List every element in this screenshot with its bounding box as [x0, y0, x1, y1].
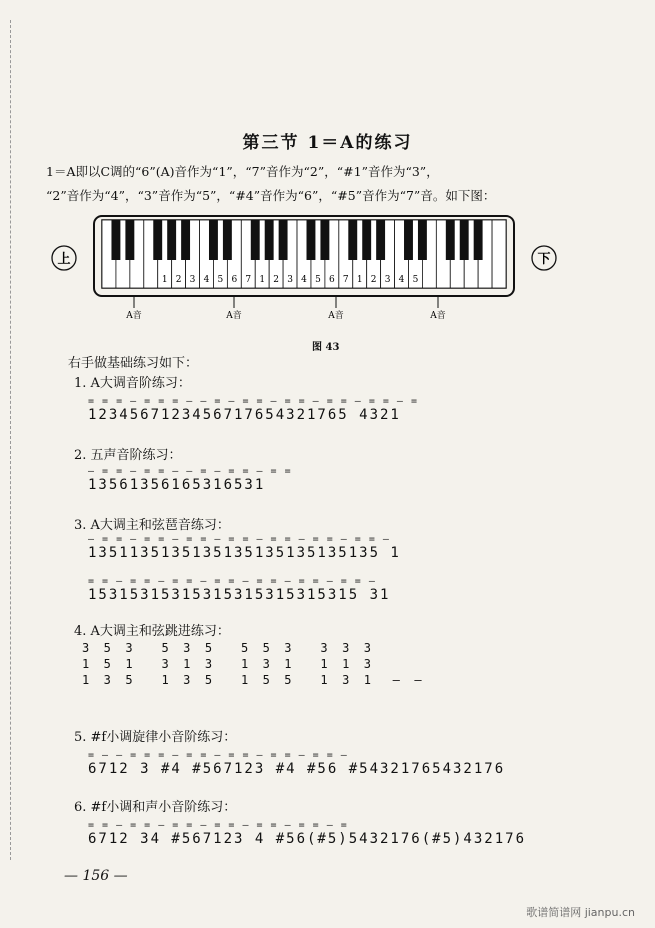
key-number: 4 — [398, 275, 405, 285]
chord-line-1: 3 5 3 5 3 5 5 5 3 3 3 3 — [82, 641, 371, 655]
section-1-score: = = = — = = = — — = — = = — = = — = = — = = — = 1234567123456717654321765 4321 — [88, 396, 418, 423]
section-title: 第三节 1＝A的练习 — [242, 133, 413, 153]
key-number: 3 — [287, 275, 293, 285]
black-key — [279, 220, 288, 260]
keyboard-diagram — [50, 212, 600, 337]
black-key — [209, 220, 218, 260]
section-6-label: 6. #f小调和声小音阶练习： — [74, 800, 237, 815]
arrow-label: A音 — [328, 311, 344, 321]
watermark: 歌谱简谱网 jianpu.cn — [526, 906, 635, 919]
section-3-score: — = = — = = — = = — = = — = = — = = — = = — 1351135135135135135135135135 1 — [88, 534, 401, 561]
black-key — [460, 220, 469, 260]
black-key — [111, 220, 120, 260]
section-4-label: 4. A大调主和弦跳进练习： — [74, 624, 230, 639]
key-number: 5 — [217, 275, 224, 285]
figure-label: 图 43 — [312, 342, 340, 353]
black-key — [474, 220, 483, 260]
section-2-score: — = = — = = — — = — = = — = = 13561356165316531 — [88, 466, 292, 493]
black-key — [265, 220, 274, 260]
black-key — [223, 220, 232, 260]
key-number: 2 — [273, 275, 280, 285]
chord-line-3: 1 3 5 1 3 5 1 5 5 1 3 1 — — — [82, 673, 422, 687]
white-key — [492, 220, 506, 288]
section-5-score: = — — = = = — = = — = = — = = — = = — 6712 3 #4 #567123 #4 #56 #54321765432176 — [88, 750, 506, 777]
section-1-label: 1. A大调音阶练习： — [74, 376, 191, 391]
black-key — [362, 220, 371, 260]
black-key — [125, 220, 134, 260]
section-5-label: 5. #f小调旋律小音阶练习： — [74, 730, 237, 745]
arrow-label: A音 — [126, 311, 142, 321]
arrow-label: A音 — [430, 311, 446, 321]
key-number: 2 — [370, 275, 377, 285]
black-key — [153, 220, 162, 260]
black-key — [404, 220, 413, 260]
key-number: 7 — [342, 275, 349, 285]
key-number: 2 — [175, 275, 182, 285]
right-label: 下 — [537, 252, 551, 267]
page-number: — 156 — — [64, 868, 128, 884]
section-2-label: 2. 五声音阶练习： — [74, 448, 182, 463]
key-number: 4 — [301, 275, 307, 285]
arrow-label: A音 — [226, 311, 242, 321]
intro-line-2: “2”音作为“4”，“3”音作为“5”，“#4”音作为“6”，“#5”音作为“7”音。如下图： — [46, 188, 496, 203]
black-key — [376, 220, 385, 260]
section-6-score: = = — = = — = = — = = — = = — = = — = 6712 34 #567123 4 #56(#5)5432176(#5)432176 — [88, 820, 527, 847]
key-number: 1 — [259, 275, 266, 285]
black-key — [307, 220, 316, 260]
key-number: 6 — [231, 275, 238, 285]
intro-line-1: 1＝A即以C调的“6”(A)音作为“1”，“7”音作为“2”，“#1”音作为“3”， — [46, 164, 439, 179]
black-key — [348, 220, 357, 260]
key-number: 6 — [328, 275, 335, 285]
chord-block — [82, 640, 422, 688]
key-number: 3 — [189, 275, 196, 285]
black-key — [181, 220, 190, 260]
black-key — [251, 220, 260, 260]
key-number: 1 — [356, 275, 363, 285]
key-number: 5 — [412, 275, 419, 285]
left-label: 上 — [57, 252, 71, 267]
black-key — [320, 220, 329, 260]
section-3-score-2: = = — = = — = = — = = — = = — = = — = = — 15315315315315315315315315 31 — [88, 576, 391, 603]
section-3-label: 3. A大调主和弦琶音练习： — [74, 518, 230, 533]
black-key — [167, 220, 176, 260]
chord-line-2: 1 5 1 3 1 3 1 3 1 1 1 3 — [82, 657, 371, 671]
key-number: 4 — [203, 275, 210, 285]
black-key — [446, 220, 455, 260]
key-number: 1 — [161, 275, 168, 285]
key-number: 5 — [315, 275, 321, 285]
lead-text: 右手做基础练习如下： — [68, 356, 199, 371]
key-number: 7 — [245, 275, 252, 285]
black-key — [418, 220, 427, 260]
key-number: 3 — [384, 275, 391, 285]
